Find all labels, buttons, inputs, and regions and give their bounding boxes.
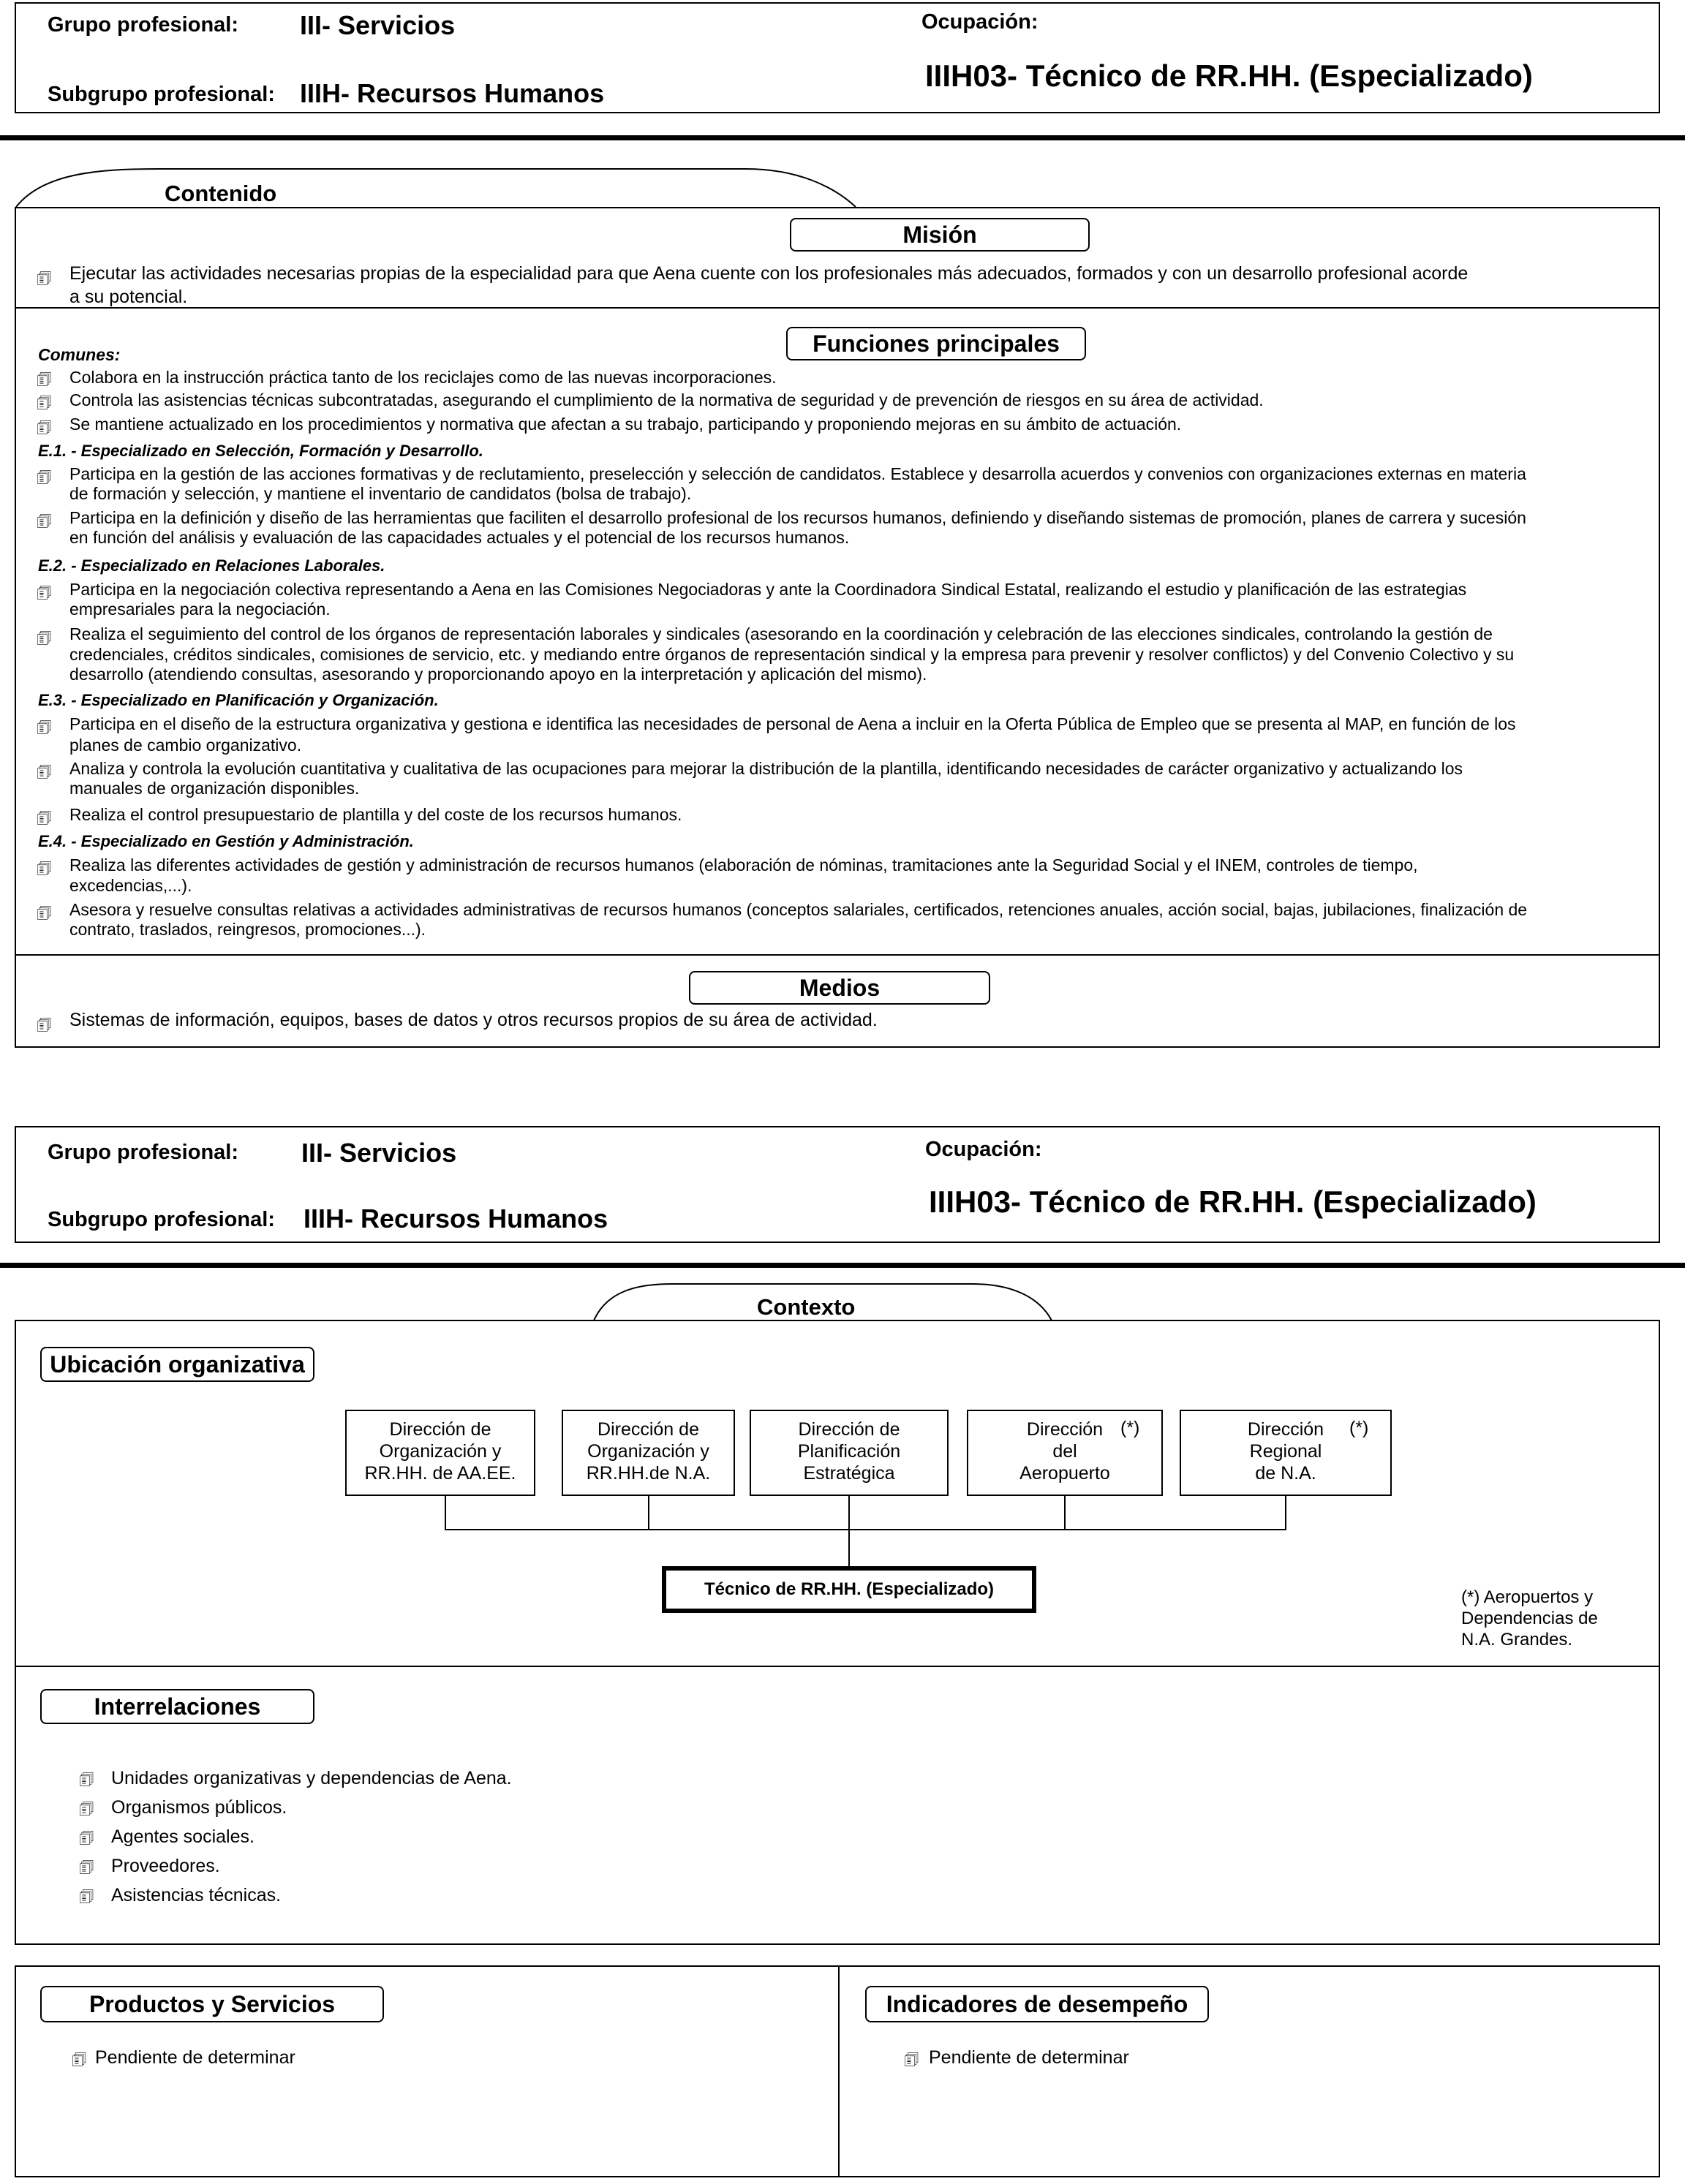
ocupacion-label: Ocupación:: [921, 10, 1038, 34]
document-bullet-icon: 🗊: [37, 904, 52, 922]
document-bullet-icon: 🗊: [79, 1799, 94, 1818]
subgrupo-label-2: Subgrupo profesional:: [48, 1208, 275, 1231]
subgrupo-value-2: IIIH- Recursos Humanos: [304, 1204, 608, 1233]
func-e3-3: Realiza el control presupuestario de plantilla y del coste de los recursos humanos.: [69, 805, 682, 824]
ocupacion-value: IIIH03- Técnico de RR.HH. (Especializado): [925, 58, 1533, 93]
func-e3-1b: planes de cambio organizativo.: [69, 736, 302, 755]
func-e1-1a: Participa en la gestión de las acciones formativas y de reclutamiento, preselección y selección de candidatos. Establece y desarrolla acuerdos y convenios con organizaciones externas en materia: [69, 464, 1526, 483]
org-connector: [445, 1529, 1286, 1530]
document-bullet-icon: 🗊: [37, 629, 52, 647]
ocupacion-label-2: Ocupación:: [925, 1138, 1042, 1161]
document-bullet-icon: 🗊: [37, 512, 52, 530]
func-e4-2b: contrato, traslados, reingresos, promociones...).: [69, 920, 426, 939]
func-e4-1b: excedencias,...).: [69, 876, 192, 895]
interrelacion-item: Unidades organizativas y dependencias de Aena.: [111, 1768, 512, 1788]
interrelacion-item: Organismos públicos.: [111, 1797, 287, 1818]
grupo-value-2: III- Servicios: [301, 1138, 457, 1168]
e2-title: E.2. - Especializado en Relaciones Laborales.: [38, 556, 385, 575]
document-bullet-icon: 🗊: [79, 1887, 94, 1905]
func-e4-2a: Asesora y resuelve consultas relativas a actividades administrativas de recursos humanos (conceptos salariales, certificados, retenciones anuales, acción social, bajas, jubilaciones, finalización de: [69, 900, 1528, 919]
func-e4-1a: Realiza las diferentes actividades de gestión y administración de recursos humanos (elaboración de nóminas, tramitaciones ante la Seguridad Social y el INEM, controles de tiempo,: [69, 855, 1418, 874]
func-e2-2a: Realiza el seguimiento del control de los órganos de representación laborales y sindicales (asesorando en la coordinación y celebración de las elecciones sindicales, controlando la gestión de: [69, 624, 1493, 643]
medios-item: Sistemas de información, equipos, bases de datos y otros recursos propios de su área de actividad.: [69, 1010, 878, 1030]
func-e2-1a: Participa en la negociación colectiva representando a Aena en las Comisiones Negociadoras y ante la Coordinadora Sindical Estatal, realizando el estudio y planificación de las estrategias: [69, 580, 1467, 599]
subgrupo-label: Subgrupo profesional:: [48, 83, 275, 106]
func-comun-1: Colabora en la instrucción práctica tanto de los reciclajes como de las nuevas incorporaciones.: [69, 368, 777, 387]
interrelaciones-title: Interrelaciones: [40, 1689, 314, 1724]
org-box-3: Dirección de Planificación Estratégica: [750, 1410, 949, 1496]
contenido-tab-label: Contenido: [165, 181, 277, 206]
document-bullet-icon: 🗊: [37, 468, 52, 486]
document-bullet-icon: 🗊: [37, 763, 52, 781]
ocupacion-value-2: IIIH03- Técnico de RR.HH. (Especializado): [929, 1184, 1537, 1219]
document-bullet-icon: 🗊: [37, 370, 52, 388]
document-bullet-icon: 🗊: [37, 809, 52, 827]
document-bullet-icon: 🗊: [37, 393, 52, 412]
ubicacion-title: Ubicación organizativa: [40, 1347, 314, 1382]
func-e2-2c: desarrollo (atendiendo consultas, asesorando y proporcionando apoyo en la interpretación y aplicación del mismo).: [69, 665, 927, 684]
productos-item: Pendiente de determinar: [95, 2047, 295, 2068]
func-e1-2a: Participa en la definición y diseño de las herramientas que faciliten el desarrollo profesional de los recursos humanos, definiendo y diseñando sistemas de promoción, planes de carrera y sucesión: [69, 508, 1526, 527]
document-bullet-icon: 🗊: [37, 269, 52, 287]
func-e3-1a: Participa en el diseño de la estructura organizativa y gestiona e identifica las necesidades de personal de Aena a incluir en la Oferta Pública de Empleo que se presenta al MAP, en función de los: [69, 714, 1516, 733]
document-bullet-icon: 🗊: [37, 418, 52, 437]
org-box-5-asterisk: (*): [1349, 1418, 1369, 1438]
medios-divider: [15, 954, 1660, 956]
productos-divider: [838, 1965, 840, 2177]
document-bullet-icon: 🗊: [72, 2050, 87, 2068]
indicadores-title: Indicadores de desempeño: [865, 1986, 1209, 2022]
comunes-label: Comunes:: [38, 345, 121, 364]
grupo-value: III- Servicios: [300, 10, 456, 40]
func-e1-2b: en función del análisis y evaluación de las capacidades actuales y el potencial de los recursos humanos.: [69, 528, 850, 547]
org-connector: [1285, 1496, 1286, 1530]
org-box-2: Dirección de Organización y RR.HH.de N.A.: [562, 1410, 735, 1496]
func-e2-1b: empresariales para la negociación.: [69, 600, 331, 619]
org-box-4-asterisk: (*): [1120, 1418, 1140, 1438]
org-connector: [445, 1496, 446, 1530]
org-connector: [1064, 1496, 1066, 1530]
subgrupo-value: IIIH- Recursos Humanos: [300, 78, 605, 108]
header-rule-2: [0, 1263, 1685, 1268]
mision-title: Misión: [790, 218, 1090, 252]
org-box-5: Dirección Regional de N.A. (*): [1180, 1410, 1392, 1496]
e1-title: E.1. - Especializado en Selección, Formación y Desarrollo.: [38, 442, 483, 460]
contenido-tab-shape: [15, 165, 863, 208]
org-center-box: Técnico de RR.HH. (Especializado): [662, 1566, 1036, 1613]
mision-text-line2: a su potencial.: [69, 287, 188, 307]
interrelacion-item: Asistencias técnicas.: [111, 1885, 282, 1905]
header-rule-1: [0, 135, 1685, 140]
func-comun-2: Controla las asistencias técnicas subcontratadas, asegurando el cumplimiento de la normativa de seguridad y de prevención de riesgos en su área de actividad.: [69, 390, 1264, 409]
func-e1-1b: de formación y selección, y mantiene el inventario de candidatos (bolsa de trabajo).: [69, 484, 692, 503]
document-bullet-icon: 🗊: [37, 718, 52, 736]
org-footnote: (*) Aeropuertos y Dependencias de N.A. Grandes.: [1461, 1587, 1598, 1650]
medios-title: Medios: [689, 971, 990, 1005]
org-connector: [648, 1496, 649, 1530]
mision-divider: [15, 307, 1660, 309]
grupo-label-2: Grupo profesional:: [48, 1141, 238, 1164]
org-box-1: Dirección de Organización y RR.HH. de AA.EE.: [345, 1410, 535, 1496]
org-connector: [848, 1496, 850, 1568]
document-bullet-icon: 🗊: [37, 583, 52, 602]
org-box-4: Dirección del Aeropuerto (*): [967, 1410, 1163, 1496]
grupo-label: Grupo profesional:: [48, 13, 238, 37]
interrelaciones-divider: [15, 1666, 1660, 1667]
document-bullet-icon: 🗊: [79, 1770, 94, 1788]
funciones-title: Funciones principales: [786, 327, 1086, 360]
document-bullet-icon: 🗊: [79, 1858, 94, 1876]
mision-text-line1: Ejecutar las actividades necesarias propias de la especialidad para que Aena cuente con los profesionales más adecuados, formados y con un desarrollo profesional acorde: [69, 263, 1469, 284]
e3-title: E.3. - Especializado en Planificación y Organización.: [38, 691, 439, 709]
func-e3-2a: Analiza y controla la evolución cuantitativa y cualitativa de las ocupaciones para mejorar la distribución de la plantilla, identificando necesidades de carácter organizativo y actualizando los: [69, 759, 1463, 778]
productos-title: Productos y Servicios: [40, 1986, 384, 2022]
e4-title: E.4. - Especializado en Gestión y Administración.: [38, 832, 414, 850]
contexto-tab-label: Contexto: [757, 1294, 856, 1320]
func-comun-3: Se mantiene actualizado en los procedimientos y normativa que afectan a su trabajo, participando y proponiendo mejoras en su ámbito de actuación.: [69, 415, 1182, 434]
document-bullet-icon: 🗊: [37, 859, 52, 877]
document-bullet-icon: 🗊: [37, 1016, 52, 1034]
interrelacion-item: Agentes sociales.: [111, 1826, 255, 1847]
document-bullet-icon: 🗊: [79, 1829, 94, 1847]
func-e3-2b: manuales de organización disponibles.: [69, 779, 360, 798]
document-bullet-icon: 🗊: [904, 2050, 919, 2068]
func-e2-2b: credenciales, créditos sindicales, comisiones de servicio, etc. y mediando entre órganos de representación sindical y la empresa para prevenir y resolver conflictos) y del Convenio Colectivo y su: [69, 645, 1515, 664]
indicadores-item: Pendiente de determinar: [929, 2047, 1129, 2068]
interrelacion-item: Proveedores.: [111, 1856, 220, 1876]
